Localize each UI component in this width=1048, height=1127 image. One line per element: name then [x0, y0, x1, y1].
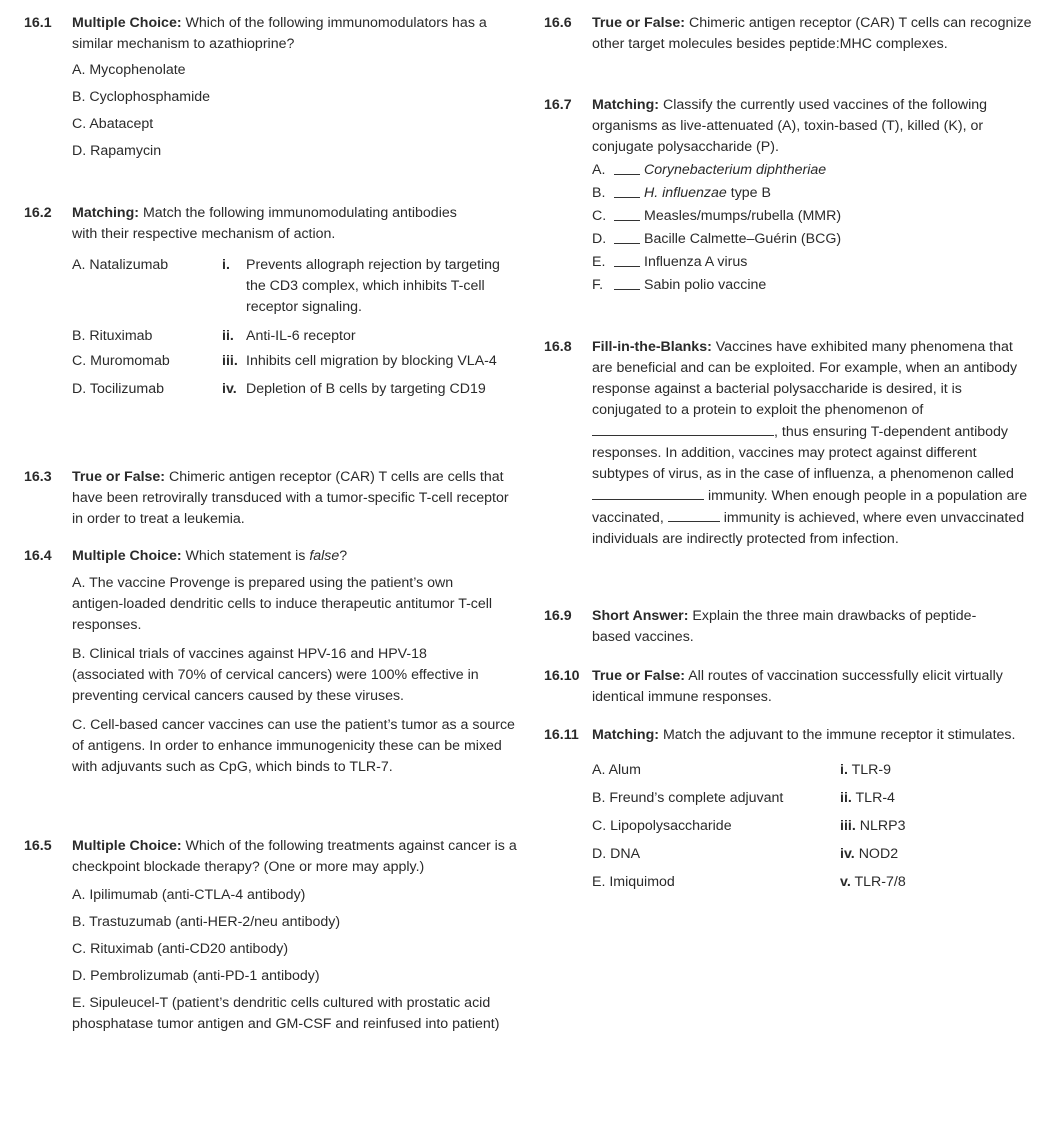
matching-right-item: Inhibits cell migration by blocking VLA-4 — [246, 353, 497, 369]
answer-blank[interactable] — [614, 229, 644, 251]
answer-blank[interactable] — [614, 206, 644, 228]
answer-option: A. Mycophenolate — [72, 62, 186, 78]
answer-option: B. Trastuzumab (anti-HER-2/neu antibody) — [72, 914, 341, 930]
question-16-1 — [24, 13, 524, 165]
question-prompt: Which of the following immunomodulators has a similar mechanism to azathioprine? — [72, 15, 487, 52]
vaccine-row — [592, 206, 1034, 228]
question-16-2 — [24, 203, 524, 400]
answer-option: B. Clinical trials of vaccines against HPV-16 and HPV-18 (associated with 70% of cervical cancers) were 100% effective in preventing cervical cancers caused by these viruses. — [72, 646, 479, 704]
matching-roman-numeral: iii. — [222, 353, 238, 369]
question-text — [592, 95, 1034, 158]
receptor-name — [840, 812, 1034, 840]
receptor-label: NOD2 — [858, 846, 899, 862]
question-prompt-emphasis: false — [309, 548, 340, 564]
receptor-numeral: v. — [840, 874, 851, 890]
vaccine-organism: Measles/mumps/rubella (MMR) — [644, 208, 842, 224]
matching-row — [72, 326, 524, 347]
answer-blank[interactable] — [614, 275, 644, 297]
question-number: 16.5 — [24, 838, 52, 854]
matching-right-item: Depletion of B cells by targeting CD19 — [246, 381, 486, 397]
receptor-name — [840, 868, 1034, 896]
question-prompt: Which statement is — [185, 548, 310, 564]
question-prompt-end: ? — [339, 548, 348, 564]
question-type-label: Short Answer: — [592, 608, 689, 624]
answer-option: D. Rapamycin — [72, 143, 162, 159]
vaccine-letter: C. — [592, 208, 607, 224]
question-number: 16.2 — [24, 205, 52, 221]
question-number: 16.3 — [24, 469, 52, 485]
question-16-8 — [544, 337, 1034, 550]
question-text — [72, 836, 522, 878]
matching-right-item: Anti-IL-6 receptor — [246, 328, 356, 344]
answer-blank[interactable] — [614, 160, 644, 182]
question-16-9 — [544, 606, 1034, 648]
adjuvant-name: C. Lipopolysaccharide — [592, 818, 732, 834]
vaccine-organism-italic: H. influenzae — [644, 185, 727, 201]
question-prompt-continued: immunity. When enough people in a population are vaccinated, — [592, 488, 1028, 526]
question-type-label: True or False: — [592, 668, 686, 684]
question-text — [72, 546, 524, 567]
answer-option: C. Abatacept — [72, 116, 154, 132]
vaccine-row — [592, 229, 1034, 251]
adjuvant-name: A. Alum — [592, 762, 641, 778]
fill-in-blank-3[interactable] — [668, 507, 720, 522]
vaccine-organism: Bacille Calmette–Guérin (BCG) — [644, 231, 842, 247]
adjuvant-row — [592, 868, 1034, 896]
question-prompt: Chimeric antigen receptor (CAR) T cells are cells that have been retrovirally transduced with a tumor-specific T-cell receptor in order to treat a leukemia. — [72, 469, 509, 527]
question-type-label: Multiple Choice: — [72, 838, 182, 854]
question-prompt: Vaccines have exhibited many phenomena that are beneficial and can be exploited. For example, when an antibody response against a bacterial polysaccharide is desired, it is conjugated to a protein to exploit the phenomenon of — [592, 339, 1018, 418]
receptor-label: NLRP3 — [859, 818, 906, 834]
matching-left-item: B. Rituximab — [72, 328, 153, 344]
vaccine-letter: E. — [592, 254, 606, 270]
vaccine-organism — [644, 183, 1034, 205]
question-type-label: True or False: — [72, 469, 166, 485]
question-type-label: Matching: — [592, 727, 659, 743]
question-number: 16.1 — [24, 15, 52, 31]
answer-option: A. Ipilimumab (anti-CTLA-4 antibody) — [72, 887, 306, 903]
vaccine-row — [592, 275, 1034, 297]
matching-left-item: A. Natalizumab — [72, 257, 169, 273]
receptor-numeral: iii. — [840, 818, 856, 834]
matching-right-item: Prevents allograph rejection by targeting the CD3 complex, which inhibits T-cell receptor signaling. — [246, 257, 500, 315]
question-text — [72, 467, 512, 530]
adjuvant-row — [592, 840, 1034, 868]
matching-left-item: D. Tocilizumab — [72, 381, 164, 397]
vaccine-organism-rest: type B — [726, 185, 771, 201]
receptor-numeral: i. — [840, 762, 848, 778]
matching-row — [72, 255, 524, 318]
receptor-name — [840, 840, 1034, 868]
question-16-10 — [544, 666, 1034, 708]
adjuvant-name: E. Imiquimod — [592, 874, 675, 890]
receptor-label: TLR-4 — [855, 790, 895, 806]
answer-option: B. Cyclophosphamide — [72, 89, 211, 105]
vaccine-letter: F. — [592, 277, 604, 293]
question-number: 16.9 — [544, 608, 572, 624]
matching-roman-numeral: i. — [222, 257, 230, 273]
question-type-label: Multiple Choice: — [72, 548, 182, 564]
answer-blank[interactable] — [614, 252, 644, 274]
vaccine-row — [592, 183, 1034, 205]
question-number: 16.7 — [544, 97, 572, 113]
question-text — [72, 13, 524, 55]
vaccine-letter: D. — [592, 231, 607, 247]
receptor-name — [840, 756, 1034, 784]
question-text — [592, 606, 992, 648]
question-text — [592, 337, 1034, 550]
question-prompt: Classify the currently used vaccines of the following organisms as live-attenuated (A), toxin-based (T), killed (K), or conjugate polysaccharide (P). — [592, 97, 988, 155]
answer-option: C. Cell-based cancer vaccines can use the patient’s tumor as a source of antigens. In order to enhance immunogenicity these can be mixed with adjuvants such as CpG, which binds to TLR-7. — [72, 717, 515, 775]
matching-left-item: C. Muromomab — [72, 353, 170, 369]
matching-row — [72, 379, 524, 400]
question-16-3 — [24, 467, 524, 530]
question-prompt-continued: , thus ensuring T-dependent antibody responses. In addition, vaccines may protect against different subtypes of virus, as in the case of influenza, a phenomenon called — [592, 424, 1014, 482]
question-number: 16.8 — [544, 339, 572, 355]
question-prompt: Chimeric antigen receptor (CAR) T cells can recognize other target molecules besides peptide:MHC complexes. — [592, 15, 1032, 52]
question-text — [592, 13, 1034, 55]
answer-blank[interactable] — [614, 183, 644, 205]
fill-in-blank-2[interactable] — [592, 485, 704, 500]
question-type-label: True or False: — [592, 15, 686, 31]
vaccine-letter: A. — [592, 162, 606, 178]
question-16-5 — [24, 836, 524, 1035]
matching-row — [72, 351, 524, 372]
question-16-6 — [544, 13, 1034, 55]
vaccine-organism: Influenza A virus — [644, 254, 748, 270]
matching-roman-numeral: iv. — [222, 381, 237, 397]
adjuvant-row — [592, 812, 1034, 840]
question-text — [72, 203, 472, 245]
question-number: 16.6 — [544, 15, 572, 31]
question-prompt-continued: immunity is achieved, where even unvaccinated individuals are indirectly protected from infection. — [592, 510, 1025, 547]
question-number: 16.4 — [24, 548, 52, 564]
question-number: 16.11 — [544, 727, 579, 743]
receptor-numeral: ii. — [840, 790, 852, 806]
answer-option: C. Rituximab (anti-CD20 antibody) — [72, 941, 289, 957]
answer-option: D. Pembrolizumab (anti-PD-1 antibody) — [72, 968, 320, 984]
fill-in-blank-1[interactable] — [592, 421, 774, 436]
question-type-label: Fill-in-the-Blanks: — [592, 339, 712, 355]
question-text — [592, 725, 1034, 746]
adjuvant-row — [592, 784, 1034, 812]
adjuvant-name: D. DNA — [592, 846, 641, 862]
question-number: 16.10 — [544, 668, 580, 684]
question-text — [592, 666, 1034, 708]
matching-roman-numeral: ii. — [222, 328, 234, 344]
question-16-11 — [544, 725, 1034, 896]
question-prompt: Explain the three main drawbacks of peptide-based vaccines. — [592, 608, 977, 645]
receptor-name — [840, 784, 1034, 812]
question-16-4 — [24, 546, 524, 778]
vaccine-organism: Sabin polio vaccine — [644, 277, 767, 293]
question-prompt: Match the adjuvant to the immune receptor it stimulates. — [662, 727, 1016, 743]
receptor-label: TLR-9 — [851, 762, 891, 778]
adjuvant-name: B. Freund’s complete adjuvant — [592, 790, 784, 806]
question-type-label: Matching: — [72, 205, 139, 221]
vaccine-organism: Corynebacterium diphtheriae — [644, 162, 827, 178]
vaccine-row — [592, 160, 1034, 182]
question-prompt: All routes of vaccination successfully elicit virtually identical immune responses. — [592, 668, 1003, 705]
question-type-label: Matching: — [592, 97, 659, 113]
vaccine-row — [592, 252, 1034, 274]
vaccine-letter: B. — [592, 185, 606, 201]
question-prompt: Which of the following treatments against cancer is a checkpoint blockade therapy? (One or more may apply.) — [72, 838, 517, 875]
answer-option: A. The vaccine Provenge is prepared using the patient’s own antigen-loaded dendritic cells to induce therapeutic antitumor T-cell responses. — [72, 575, 493, 633]
receptor-label: TLR-7/8 — [854, 874, 906, 890]
question-type-label: Multiple Choice: — [72, 15, 182, 31]
question-16-7 — [544, 95, 1034, 297]
adjuvant-row — [592, 756, 1034, 784]
receptor-numeral: iv. — [840, 846, 855, 862]
answer-option: E. Sipuleucel-T (patient’s dendritic cells cultured with prostatic acid phosphatase tumor antigen and GM-CSF and reinfused into patient) — [72, 995, 500, 1032]
question-prompt: Match the following immunomodulating antibodies with their respective mechanism of action. — [72, 205, 457, 242]
